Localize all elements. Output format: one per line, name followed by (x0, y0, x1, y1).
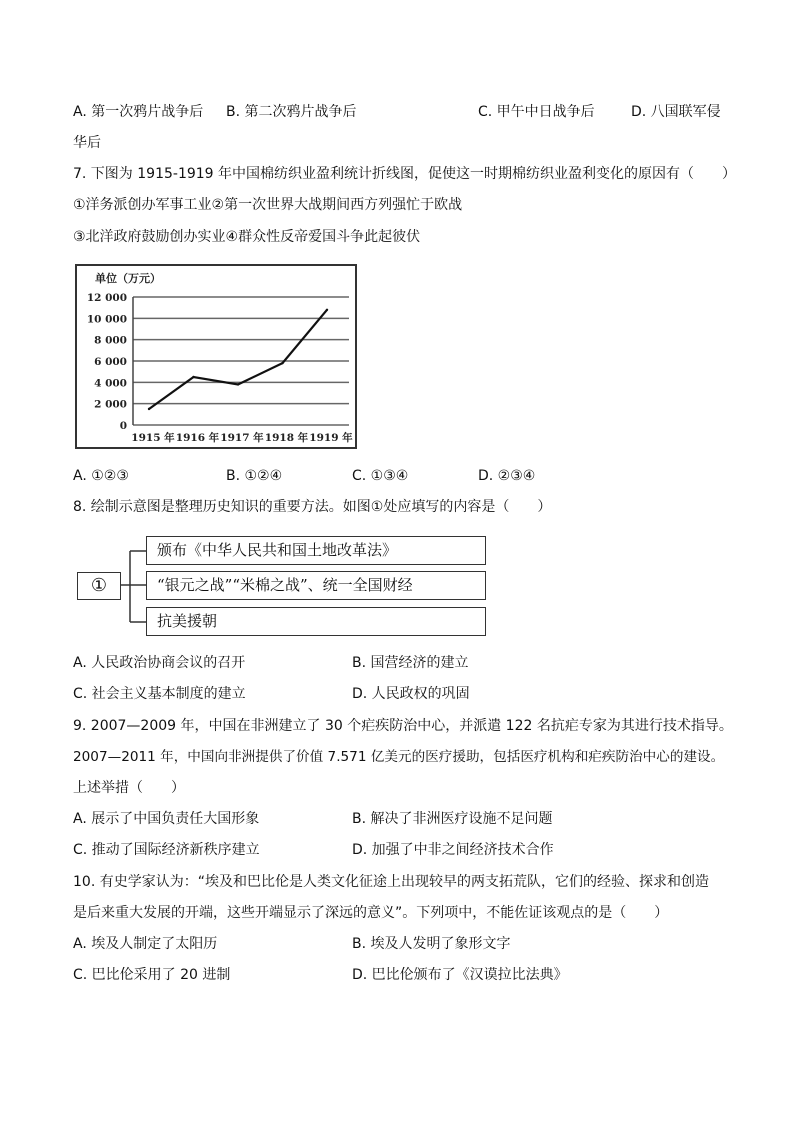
q9-line-2: 2007—2011 年，中国向非洲提供了价值 7.571 亿美元的医疗援助，包括医疗机构和疟疾防治中心的建设。 (73, 749, 725, 765)
profit-line-chart (75, 264, 357, 449)
chart-series-line (149, 310, 327, 409)
q9-option-d: D. 加强了中非之间经济技术合作 (352, 842, 554, 858)
chart-ytick-label: 8 000 (94, 334, 127, 347)
chart-ytick-label: 10 000 (86, 313, 127, 326)
q9-option-b: B. 解决了非洲医疗设施不足问题 (352, 811, 553, 827)
chart-ytick-label: 2 000 (94, 398, 127, 411)
chart-point (192, 376, 194, 378)
q7-option-b: B. ①②④ (226, 468, 283, 484)
q9-line-1: 9. 2007—2009 年，中国在非洲建立了 30 个疟疾防治中心，并派遣 122 名抗疟专家为其进行技术指导。 (73, 718, 733, 734)
q9-option-c: C. 推动了国际经济新秩序建立 (73, 842, 260, 858)
q7-option-a: A. ①②③ (73, 468, 129, 484)
q8-option-a: A. 人民政治协商会议的召开 (73, 655, 246, 671)
q8-stem: 8. 绘制示意图是整理历史知识的重要方法。如图①处应填写的内容是（ ） (73, 499, 552, 515)
q7-item-1: ①洋务派创办军事工业②第一次世界大战期间西方列强忙于欧战 (73, 197, 463, 213)
q6-option-a: A. 第一次鸦片战争后 (73, 104, 204, 120)
diagram-box-1: 颁布《中华人民共和国土地改革法》 (146, 536, 486, 565)
q10-line-2: 是后来重大发展的开端，这些开端显示了深远的意义”。下列项中，不能佐证该观点的是（ ） (73, 905, 669, 921)
q10-line-1: 10. 有史学家认为：“埃及和巴比伦是人类文化征途上出现较早的两支拓荒队，它们的经验、探求和创造 (73, 874, 709, 890)
diagram-center-box: ① (77, 572, 121, 600)
chart-canvas (77, 266, 355, 447)
chart-point (148, 408, 150, 410)
chart-point (237, 383, 239, 385)
diagram-box-2: “银元之战”“米棉之战”、统一全国财经 (146, 571, 486, 600)
q10-option-c: C. 巴比伦采用了 20 进制 (73, 967, 231, 983)
q9-option-a: A. 展示了中国负责任大国形象 (73, 811, 260, 827)
chart-ytick-label: 12 000 (86, 292, 127, 304)
q7-stem: 7. 下图为 1915-1919 年中国棉纺织业盈利统计折线图，促使这一时期棉纺织业盈利变化的原因有（ ） (73, 166, 737, 182)
q7-option-c: C. ①③④ (352, 468, 409, 484)
chart-xtick-label: 1919 年 (309, 432, 353, 444)
q10-option-d: D. 巴比伦颁布了《汉谟拉比法典》 (352, 967, 568, 983)
chart-ytick-label: 0 (119, 420, 127, 432)
chart-ytick-label: 4 000 (94, 377, 127, 390)
q8-option-c: C. 社会主义基本制度的建立 (73, 686, 246, 702)
q8-option-b: B. 国营经济的建立 (352, 655, 469, 671)
chart-xtick-label: 1918 年 (264, 432, 309, 444)
diagram-box-3: 抗美援朝 (146, 607, 486, 636)
q6-option-b: B. 第二次鸦片战争后 (226, 104, 357, 120)
chart-point (281, 362, 283, 364)
chart-xtick-label: 1915 年 (131, 432, 175, 444)
chart-xtick-label: 1917 年 (220, 432, 264, 444)
q6-option-c: C. 甲午中日战争后 (478, 104, 595, 120)
q6-option-d-continued: 华后 (73, 135, 101, 151)
chart-ytick-label: 6 000 (94, 356, 127, 368)
q10-option-a: A. 埃及人制定了太阳历 (73, 936, 218, 952)
q7-item-2: ③北洋政府鼓励创办实业④群众性反帝爱国斗争此起彼伏 (73, 229, 421, 245)
q6-option-d: D. 八国联军侵 (631, 104, 721, 120)
chart-xtick-label: 1916 年 (175, 432, 220, 444)
q10-option-b: B. 埃及人发明了象形文字 (352, 936, 511, 952)
q7-option-d: D. ②③④ (478, 468, 536, 484)
q9-line-3: 上述举措（ ） (73, 780, 185, 796)
q8-option-d: D. 人民政权的巩固 (352, 686, 470, 702)
chart-ylabel: 单位（万元） (95, 272, 161, 285)
chart-point (326, 309, 328, 311)
